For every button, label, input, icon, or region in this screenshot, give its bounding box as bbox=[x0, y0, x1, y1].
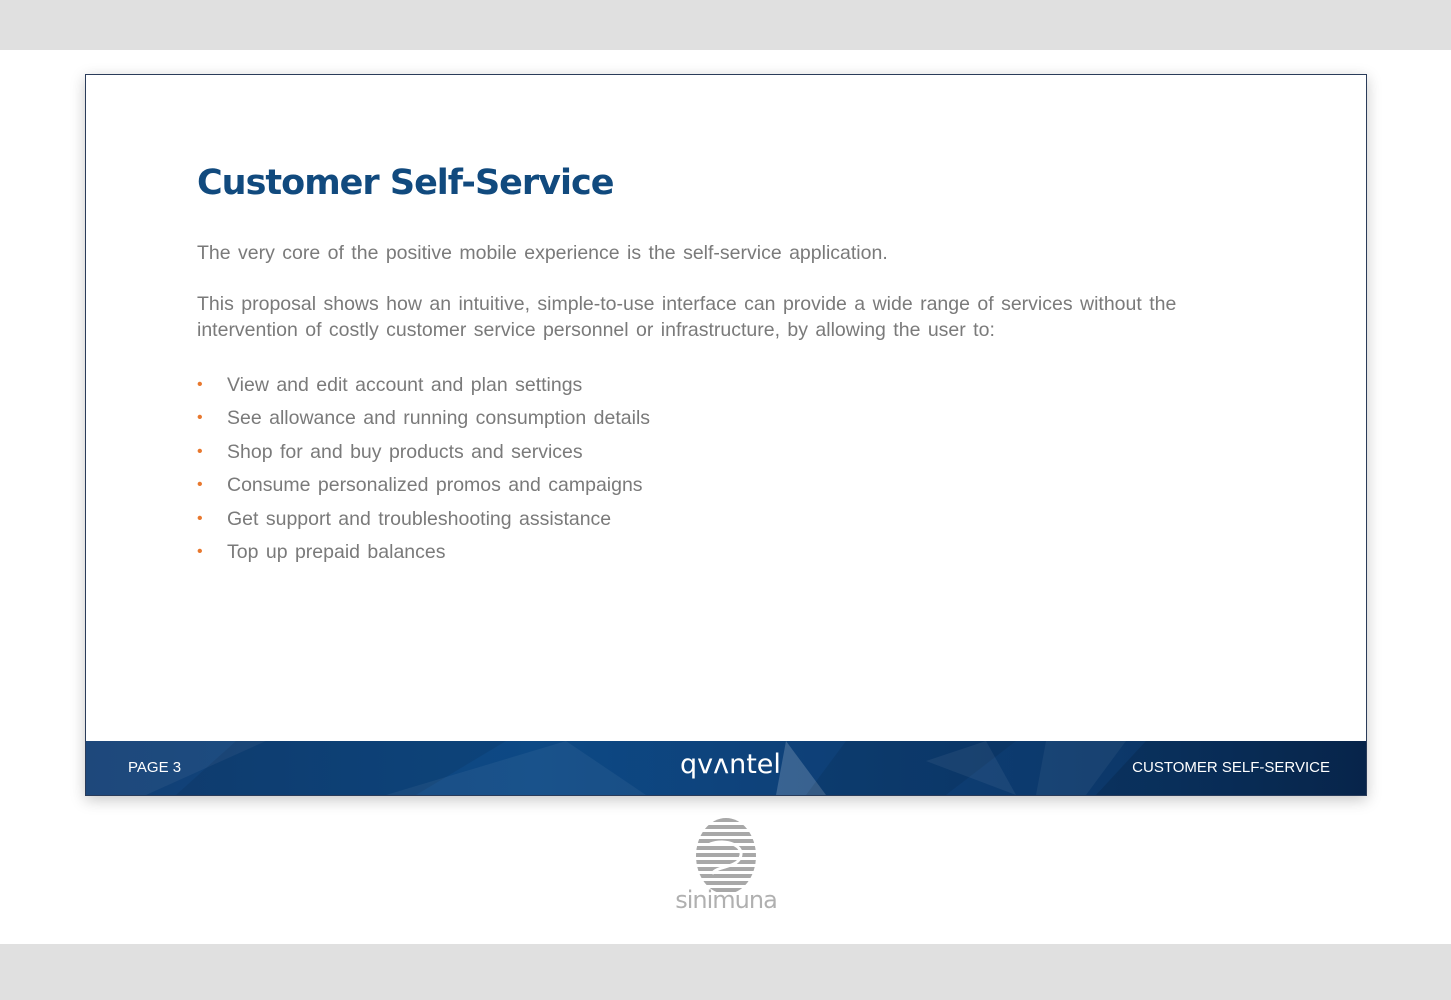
list-item-text: Top up prepaid balances bbox=[227, 540, 446, 563]
list-item bbox=[197, 372, 650, 405]
intro-paragraph: The very core of the positive mobile experience is the self-service application. bbox=[197, 242, 888, 264]
list-item-text: See allowance and running consumption details bbox=[227, 407, 651, 430]
bullet-icon: • bbox=[197, 542, 203, 560]
list-item bbox=[197, 472, 650, 505]
list-item-text: Get support and troubleshooting assistance bbox=[227, 507, 612, 530]
viewer-bottom-bar bbox=[0, 944, 1451, 1000]
sinimuna-logo bbox=[670, 816, 782, 920]
sinimuna-wordmark: sinimuna bbox=[675, 886, 777, 914]
qvantel-logo: qvʌntel bbox=[680, 749, 781, 780]
feature-list bbox=[197, 372, 650, 572]
viewer-top-bar bbox=[0, 0, 1451, 50]
bullet-icon: • bbox=[197, 509, 203, 527]
list-item bbox=[197, 539, 650, 572]
list-item bbox=[197, 405, 650, 438]
list-item-text: Consume personalized promos and campaigns bbox=[227, 474, 643, 497]
presentation-slide bbox=[85, 74, 1367, 796]
list-item bbox=[197, 506, 650, 539]
proposal-paragraph: This proposal shows how an intuitive, simple-to-use interface can provide a wide range of services without the intervention of costly customer service personnel or infrastructure, by allowing the user to: bbox=[197, 293, 1177, 341]
slide-footer bbox=[86, 741, 1366, 795]
page-number: PAGE 3 bbox=[128, 759, 182, 776]
bullet-icon: • bbox=[197, 409, 203, 427]
slide-title: Customer Self-Service bbox=[197, 163, 614, 203]
bullet-icon: • bbox=[197, 376, 203, 393]
bullet-icon: • bbox=[197, 442, 203, 460]
footer-section-title: CUSTOMER SELF-SERVICE bbox=[1132, 759, 1330, 776]
striped-globe-icon bbox=[670, 816, 782, 896]
list-item-text: Shop for and buy products and services bbox=[227, 440, 583, 463]
list-item-text: View and edit account and plan settings bbox=[227, 374, 583, 396]
bullet-icon: • bbox=[197, 476, 203, 494]
list-item bbox=[197, 439, 650, 472]
